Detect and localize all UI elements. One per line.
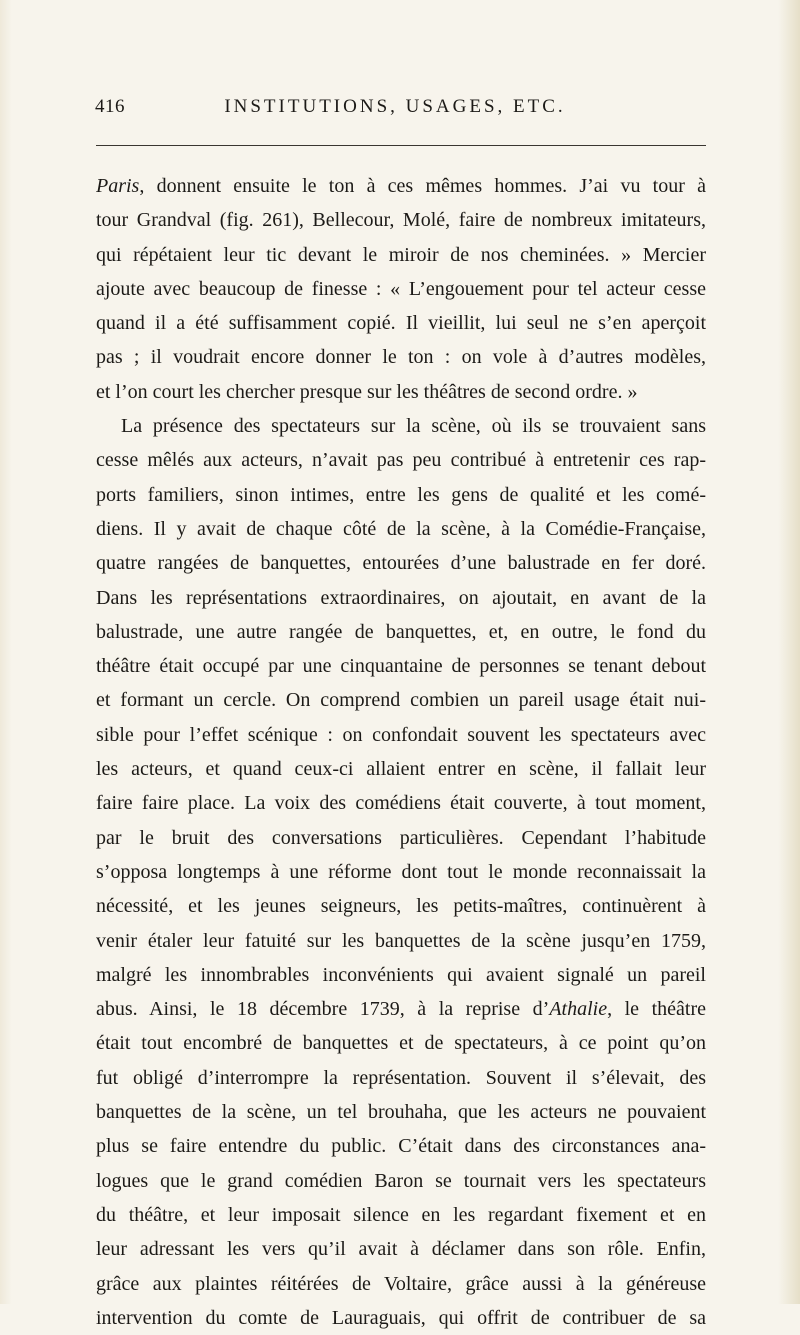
text-run: , donnent ensuite le ton à ces mêmes hommes. J’ai vu tour à <box>139 175 706 197</box>
text-line: balustrade, une autre rangée de banquettes, et, en outre, le fond du <box>96 620 706 643</box>
text-line: était tout encombré de banquettes et de spectateurs, à ce point qu’on <box>96 1032 706 1055</box>
text-line: fut obligé d’interrompre la représentation. Souvent il s’élevait, des <box>96 1066 706 1089</box>
text-line <box>96 169 706 203</box>
text-line: qui répétaient leur tic devant le miroir de nos cheminées. » Mercier <box>96 243 706 266</box>
text-line <box>96 992 706 1026</box>
text-line: plus se faire entendre du public. C’était dans des circonstances ana- <box>96 1135 706 1158</box>
text-line: La présence des spectateurs sur la scène, où ils se trouvaient sans <box>121 415 706 438</box>
text-line: venir étaler leur fatuité sur les banquettes de la scène jusqu’en 1759, <box>96 929 706 952</box>
header-rule <box>96 145 706 146</box>
text-line: pas ; il voudrait encore donner le ton : on vole à d’autres modèles, <box>96 346 706 369</box>
italic-play-title: Athalie <box>549 998 608 1021</box>
body-text <box>96 169 706 1335</box>
text-line: et formant un cercle. On comprend combien un pareil usage était nui- <box>96 689 706 712</box>
text-line: grâce aux plaintes réitérées de Voltaire, grâce aussi à la généreuse <box>96 1272 706 1295</box>
running-title: INSTITUTIONS, USAGES, ETC. <box>224 96 566 117</box>
italic-place-name: Paris <box>96 175 140 197</box>
text-line: logues que le grand comédien Baron se tournait vers les spectateurs <box>96 1169 706 1192</box>
text-line: les acteurs, et quand ceux-ci allaient entrer en scène, il fallait leur <box>96 758 706 781</box>
page-edge-right <box>778 0 800 1304</box>
text-line: banquettes de la scène, un tel brouhaha, que les acteurs ne pouvaient <box>96 1101 706 1124</box>
text-line: diens. Il y avait de chaque côté de la scène, à la Comédie-Française, <box>96 517 706 540</box>
text-line: ajoute avec beaucoup de finesse : « L’engouement pour tel acteur cesse <box>96 277 706 300</box>
text-line: intervention du comte de Lauraguais, qui offrit de contribuer de sa <box>96 1306 706 1329</box>
text-line: tour Grandval (fig. 261), Bellecour, Molé, faire de nombreux imitateurs, <box>96 209 706 232</box>
text-line: sible pour l’effet scénique : on confondait souvent les spectateurs avec <box>96 723 706 746</box>
text-line: du théâtre, et leur imposait silence en les regardant fixement et en <box>96 1203 706 1226</box>
page-number: 416 <box>95 96 125 117</box>
text-line: faire faire place. La voix des comédiens était couverte, à tout moment, <box>96 792 706 815</box>
text-line: nécessité, et les jeunes seigneurs, les petits-maîtres, continuèrent à <box>96 895 706 918</box>
text-line: cesse mêlés aux acteurs, n’avait pas peu contribué à entretenir ces rap- <box>96 449 706 472</box>
text-line: par le bruit des conversations particulières. Cependant l’habitude <box>96 826 706 849</box>
text-line: leur adressant les vers qu’il avait à déclamer dans son rôle. Enfin, <box>96 1238 706 1261</box>
text-line: quatre rangées de banquettes, entourées d’une balustrade en fer doré. <box>96 552 706 575</box>
running-header <box>95 96 695 126</box>
text-line: ports familiers, sinon intimes, entre les gens de qualité et les comé- <box>96 483 706 506</box>
text-line: s’opposa longtemps à une réforme dont tout le monde reconnaissait la <box>96 860 706 883</box>
text-run: abus. Ainsi, le 18 décembre 1739, à la reprise d’ <box>96 998 550 1021</box>
text-line: quand il a été suffisamment copié. Il vieillit, lui seul ne s’en aperçoit <box>96 312 706 335</box>
text-line: Dans les représentations extraordinaires, on ajoutait, en avant de la <box>96 586 706 609</box>
text-line: malgré les innombrables inconvénients qui avaient signalé un pareil <box>96 963 706 986</box>
page-edge-left <box>0 0 12 1304</box>
text-line: théâtre était occupé par une cinquantaine de personnes se tenant debout <box>96 655 706 678</box>
text-run: , le théâtre <box>607 998 706 1021</box>
text-line: et l’on court les chercher presque sur les théâtres de second ordre. » <box>96 380 638 403</box>
